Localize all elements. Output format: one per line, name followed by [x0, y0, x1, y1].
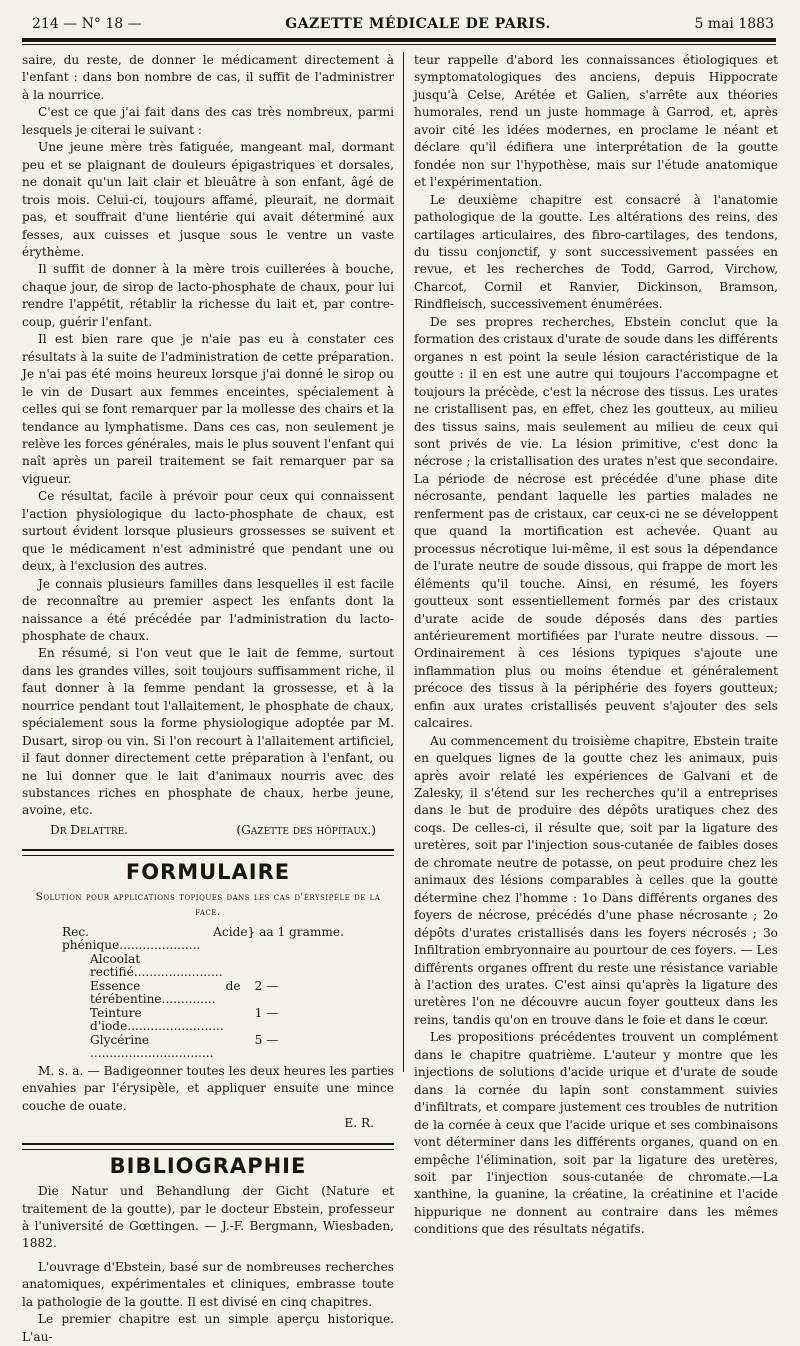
- quantity: 2 —: [254, 978, 279, 993]
- ingredient: Alcoolat rectifié.......................: [90, 951, 223, 980]
- paragraph: L'ouvrage d'Ebstein, basé sur de nombreuses recherches anatomiques, expérimentales et cliniques, embrasse toute la pathologie de la goutte. Il est divisé en cinq chapitres.: [22, 1259, 394, 1309]
- paragraph: Il suffit de donner à la mère trois cuillerées à bouche, chaque jour, de sirop de lacto-phosphate de chaux, pour lui rendre l'appétit, rétablir la richesse du lait et, par contre-coup, guérir l'enfant.: [22, 262, 394, 329]
- journal-title: GAZETTE MÉDICALE DE PARIS.: [285, 16, 551, 32]
- paragraph: Une jeune mère très fatiguée, mangeant mal, dormant peu et se plaignant de douleurs épigastriques et dorsales, ne donait qu'un lait clair et bleuâtre à son enfant, âgé de trois mois. Celui-ci, toujours affamé, pleurait, ne dormait pas, et souffrait d'une lientérie qui avait déterminé aux fesses, aux cuisses et jusque sous le ventre un vaste érythème.: [22, 140, 394, 259]
- quantity: } aa 1 gramme.: [247, 924, 344, 939]
- quantity: 5 —: [254, 1032, 279, 1047]
- paragraph: C'est ce que j'ai fait dans des cas très nombreux, parmi lesquels je citerai le suivant :: [22, 105, 394, 137]
- signature-source: (Gazette des hôpitaux.): [236, 822, 376, 837]
- paragraph: Je connais plusieurs familles dans lesquelles il est facile de reconnaître au premier aspect les enfants dont la naissance a été précédée par l'administration du lacto-phosphate de chaux.: [22, 576, 394, 643]
- page-header: [32, 14, 774, 34]
- header-rule: [22, 38, 776, 42]
- recipe: [62, 926, 394, 1061]
- section-rule: [22, 1143, 394, 1150]
- paragraph: En résumé, si l'on veut que le lait de femme, surtout dans les grandes villes, soit toujours suffisamment riche, il faut donner à la femme pendant la grossesse, et à la nourrice pendant tout l'allaitement, le phosphate de chaux, spécialement sous la forme physiologique adoptée par M. Dusart, sirop ou vin. Si l'on recourt à l'allaitement artificiel, il faut donner directement cette préparation à l'enfant, ou ne lui donner que le lait d'animaux nourris avec des substances riches en phosphate de chaux, herbe jeune, avoine, etc.: [22, 646, 394, 818]
- formulaire-heading: FORMULAIRE: [125, 860, 291, 885]
- quantity: [248, 953, 394, 980]
- formulaire-subtitle: Solution pour applications topiques dans les cas d'érysipèle de la face.: [35, 890, 381, 918]
- ingredient: Glycérine ................................: [90, 1032, 214, 1061]
- right-column: [414, 52, 778, 1239]
- paragraph: M. s. a. — Badigeonner toutes les deux heures les parties envahies par l'érysipèle, et appliquer ensuite une mince couche de ouate.: [22, 1063, 394, 1113]
- issue-date: 5 mai 1883: [694, 16, 774, 32]
- paragraph: Les propositions précédentes trouvent un complément dans le chapitre quatrième. L'auteur y montre que les injections de solutions d'acide urique et d'urate de soude dans la cornée du lapin sont constamment suivies d'infiltrats, et compare justement ces troubles de nutrition de la cornée à ceux que l'acide urique et ses combinaisons vont déterminer dans les différents organes, quand on en empêche l'élimination, soit par la ligature des uretères, soit par l'injection sous-cutanée de chromate.—La xanthine, la guanine, la créatine, la créatinine et l'acide hippurique ne donnent au contraire dans les mêmes conditions que des résultats négatifs.: [414, 1030, 778, 1237]
- column-divider: [403, 52, 404, 1072]
- book-reference: Die Natur und Behandlung der Gicht (Nature et traitement de la goutte), par le docteur Ebstein, professeur à l'université de Gœttingen. — J.-F. Bergmann, Wiesbaden, 1882.: [22, 1184, 394, 1251]
- recipe-row: [62, 953, 394, 980]
- header-rule-thin: [22, 44, 776, 45]
- ingredient: Rec. Acide phénique.....................: [62, 924, 248, 953]
- recipe-row: [62, 1007, 394, 1034]
- paragraph: Au commencement du troisième chapitre, Ebstein traite en quelques lignes de la goutte chez les animaux, puis après avoir relaté les expériences de Galvani et de Zalesky, il s'étend sur les recherches qu'il a entreprises dans le but de produire des dépôts uratiques chez des coqs. De celles-ci, il résulte que, soit par la ligature des uretères, soit par l'injection sous-cutanée de faibles doses de chromate neutre de potasse, on peut produire chez les animaux des lésions comparables à celles que la goutte détermine chez l'homme : 1o Dans différents organes des foyers de nécrose, précédés d'une phase nécrosante ; 2o dépôts d'urates cristallisés dans les foyers nécrosés ; 3o Infiltration embryonnaire au pourtour de ces foyers. — Les différents organes offrent du reste une résistance variable à l'action des urates. C'est ainsi qu'après la ligature des uretères l'on ne découvre aucun foyer goutteux dans les reins, tandis qu'on en trouve dans le foie et dans le cœur.: [414, 733, 778, 1027]
- paragraph: teur rappelle d'abord les connaissances étiologiques et symptomatologiques des anciens, depuis Hippocrate jusqu'à Celse, Arétée et Galien, s'arrête aux théories humorales, rend un juste hommage à Garrod, et, après avoir cité les idées modernes, en proclame le néant et déclare qu'il édifiera une interprétation de la goutte fondée non sur l'hypothèse, mais sur l'étude anatomique et l'expérimentation.: [414, 53, 778, 190]
- left-column: [22, 52, 394, 1346]
- article-signature: [22, 822, 394, 839]
- signature-author: Dr Delattre.: [50, 822, 129, 837]
- quantity: 1 —: [254, 1005, 279, 1020]
- recipe-row: [62, 926, 394, 953]
- paragraph: saire, du reste, de donner le médicament directement à l'enfant : dans bon nombre de cas, il suffit de l'administrer à la nourrice.: [22, 53, 394, 102]
- bibliographie-heading: BIBLIOGRAPHIE: [109, 1153, 307, 1178]
- section-rule: [22, 849, 394, 856]
- ingredient: Teinture d'iode.........................: [90, 1005, 224, 1034]
- formulaire-signature: E. R.: [344, 1116, 374, 1131]
- recipe-row: [62, 1034, 394, 1061]
- paragraph: Le deuxième chapitre est consacré à l'anatomie pathologique de la goutte. Les altérations des reins, des cartilages articulaires, des fibro-cartilages, des tendons, du tissu conjonctif, y sont successivement passées en revue, et les recherches de Todd, Garrod, Virchow, Charcot, Cornil et Ranvier, Dickinson, Bramson, Rindfleisch, successivement énumérées.: [414, 192, 778, 312]
- recipe-row: [62, 980, 394, 1007]
- paragraph: Le premier chapitre est un simple aperçu historique. L'au-: [22, 1312, 394, 1344]
- paragraph: Ce résultat, facile à prévoir pour ceux qui connaissent l'action physiologique du lacto-phosphate de chaux, est surtout évident lorsque plusieurs grossesses se suivent et que le médicament n'est administré que pendant une ou deux, à l'exclusion des autres.: [22, 489, 394, 574]
- paragraph: Il est bien rare que je n'aie pas eu à constater ces résultats à la suite de l'administration de cette préparation. Je n'ai pas été moins heureux lorsque j'ai donné le sirop ou le vin de Dusart aux femmes enceintes, spécialement à celles qui se font remarquer par la mollesse des chairs et la tendance au lymphatisme. Dans ces cas, non seulement je relève les forces générales, mais le plus souvent l'enfant qui naît après un pareil traitement se fait remarquer par sa vigueur.: [22, 332, 394, 486]
- page-number: 214 — N° 18 —: [32, 16, 142, 32]
- ingredient: Essence de térébentine..............: [90, 978, 241, 1007]
- paragraph: De ses propres recherches, Ebstein conclut que la formation des cristaux d'urate de soude dans les différents organes n est point la seule lésion caractéristique de la goutte : il en est une autre qui toujours l'accompagne et toujours la précède, c'est la nécrose des tissus. Les urates ne cristallisent pas, en effet, chez les goutteux, au milieu des tissus sains, mais seulement au milieu de ceux qui sont privés de vie. La lésion primitive, c'est donc la nécrose ; la cristallisation des urates n'est que secondaire. La période de nécrose est précédée d'une phase dite nécrosante, pendant laquelle les parties malades ne renferment pas de cristaux, car ceux-ci ne se développent que quand la mortification est achevée. Quant au processus nécrotique lui-même, il est sous la dépendance de l'urate neutre de soude dissous, qui frappe de mort les éléments qu'il touche. Ainsi, en résumé, les foyers goutteux sont essentiellement formés par des cristaux d'urate acide de soude déposés dans des parties antérieurement mortifiées par l'urate neutre dissous. — Ordinairement à ces lésions typiques s'ajoute une inflammation plus ou moins étendue et généralement précoce des tissus à la périphérie des foyers goutteux; enfin aux urates cristallisés peuvent s'ajouter des sels calcaires.: [414, 314, 778, 731]
